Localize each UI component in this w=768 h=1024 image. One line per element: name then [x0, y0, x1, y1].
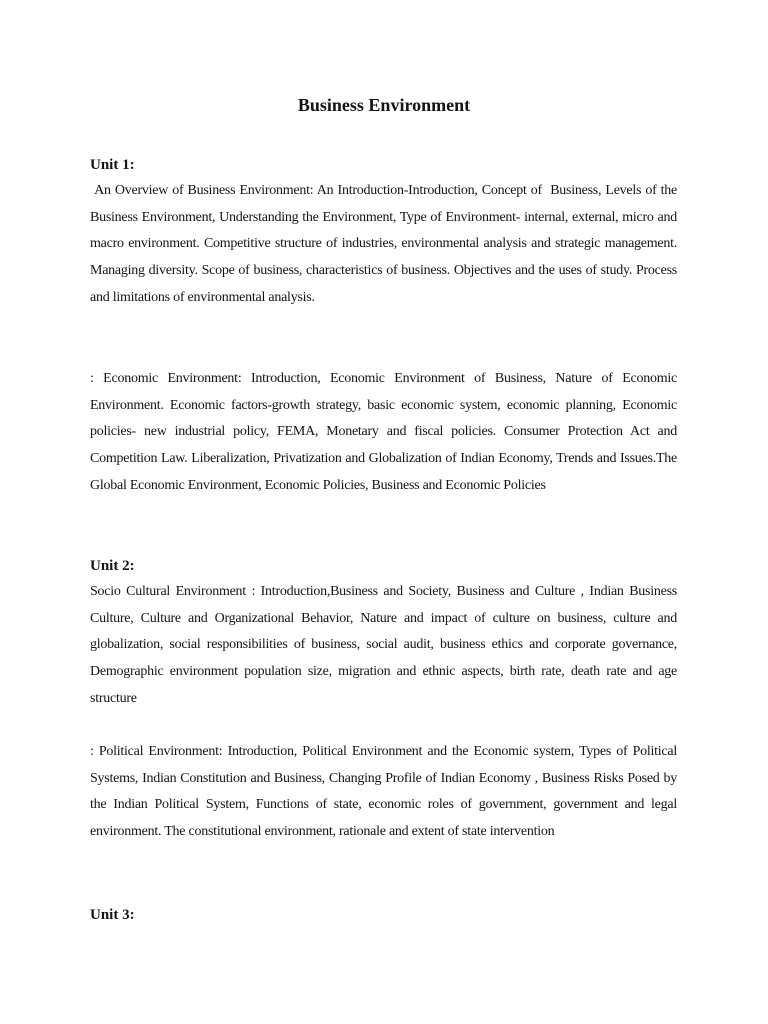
unit-1-overview-paragraph: An Overview of Business Environment: An Introduction-Introduction, Concept of Business, Levels of the Business Environment, Understanding the Environment, Type of Environment- internal, external, micro and macro environment. Competitive structure of industries, environmental analysis and strategic management. Managing diversity. Scope of business, characteristics of business. Objectives and the uses of study. Process and limitations of environmental analysis.	[90, 183, 681, 305]
unit-2-socio-cultural-paragraph: Socio Cultural Environment : Introduction,Business and Society, Business and Culture , Indian Business Culture, Culture and Organizational Behavior, Nature and impact of culture on business, culture and globalization, social responsibilities of business, social audit, business ethics and corporate governance, Demographic environment population size, migration and ethnic aspects, birth rate, death rate and age structure	[90, 584, 677, 706]
unit-1-heading: Unit 1:	[90, 157, 135, 173]
unit-2-political-environment-paragraph: : Political Environment: Introduction, Political Environment and the Economic system, Types of Political Systems, Indian Constitution and Business, Changing Profile of Indian Economy , Business Risks Posed by the Indian Political System, Functions of state, economic roles of government, government and legal environment. The constitutional environment, rationale and extent of state intervention	[90, 744, 677, 840]
unit-2-heading: Unit 2:	[90, 558, 135, 574]
document-title: Business Environment	[297, 95, 471, 115]
unit-1-economic-environment-paragraph: : Economic Environment: Introduction, Economic Environment of Business, Nature of Economic Environment. Economic factors-growth strategy, basic economic system, economic planning, Economic policies- new industrial policy, FEMA, Monetary and fiscal policies. Consumer Protection Act and Competition Law. Liberalization, Privatization and Globalization of Indian Economy, Trends and Issues.The Global Economic Environment, Economic Policies, Business and Economic Policies	[90, 371, 677, 493]
unit-3-heading: Unit 3:	[90, 907, 135, 923]
